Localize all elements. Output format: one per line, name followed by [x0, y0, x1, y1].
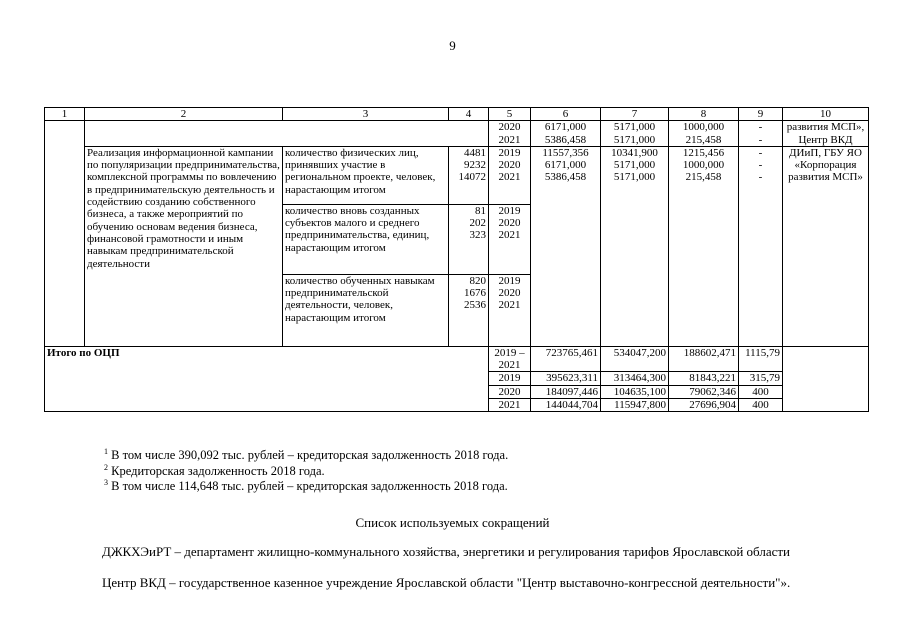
- total-c8: 79062,346: [669, 385, 739, 398]
- header-cell: 5: [489, 108, 531, 121]
- total-c6: 395623,311: [531, 372, 601, 385]
- footnote: $^1$ В том числе 390,092 тыс. рублей – кредиторская задолженность 2018 года.: [104, 446, 509, 462]
- total-c6: 184097,446: [531, 385, 601, 398]
- activity-exec: ДИиП, ГБУ ЯО «Корпорация развития МСП»: [783, 146, 869, 346]
- total-exec-empty: [783, 346, 869, 411]
- header-row: [45, 108, 869, 121]
- total-c7: 313464,300: [601, 372, 669, 385]
- total-row: [45, 346, 869, 372]
- program-table: [44, 107, 869, 412]
- total-c9: 400: [739, 385, 783, 398]
- total-c6: 144044,704: [531, 399, 601, 412]
- carry-row: [45, 121, 869, 147]
- total-year: 2020: [489, 385, 531, 398]
- header-cell: 2: [85, 108, 283, 121]
- indicator-name: количество обученных навыкам предпринимательской деятельности, человек, нарастающим итогом: [283, 274, 449, 346]
- abbreviations-title: Список используемых сокращений: [355, 515, 550, 530]
- total-c7: 534047,200: [601, 346, 669, 372]
- total-c9: 315,79: [739, 372, 783, 385]
- carry-empty-cell: [85, 121, 489, 147]
- row-number-cell: [45, 121, 85, 347]
- carry-years: 2020 2021: [489, 121, 531, 147]
- footnote: $^2$ Кредиторская задолженность 2018 года.: [104, 462, 325, 478]
- abbreviation-item: ДЖКХЭиРТ – департамент жилищно-коммунального хозяйства, энергетики и регулирования тарифов Ярославской области: [102, 544, 790, 559]
- total-c9: 1115,79: [739, 346, 783, 372]
- indicator-name: количество вновь созданных субъектов малого и среднего предпринимательства, единиц, нарастающим итогом: [283, 204, 449, 274]
- total-c8: 188602,471: [669, 346, 739, 372]
- total-year: 2019: [489, 372, 531, 385]
- indicator-values: 4481 9232 14072: [449, 146, 489, 204]
- total-label: Итого по ОЦП: [45, 346, 489, 411]
- carry-exec: развития МСП», Центр ВКД: [783, 121, 869, 147]
- footnote: $^3$ В том числе 114,648 тыс. рублей – кредиторская задолженность 2018 года.: [104, 477, 508, 493]
- page-number: 9: [449, 38, 456, 53]
- header-cell: 9: [739, 108, 783, 121]
- total-c8: 27696,904: [669, 399, 739, 412]
- carry-c8: 1000,000 215,458: [669, 121, 739, 147]
- header-cell: 10: [783, 108, 869, 121]
- indicator-values: 81 202 323: [449, 204, 489, 274]
- activity-c7: 10341,900 5171,000 5171,000: [601, 146, 669, 346]
- activity-c6: 11557,356 6171,000 5386,458: [531, 146, 601, 346]
- header-cell: 4: [449, 108, 489, 121]
- footnotes: [104, 448, 508, 495]
- indicator-years: 2019 2020 2021: [489, 274, 531, 346]
- header-cell: 7: [601, 108, 669, 121]
- header-cell: 3: [283, 108, 449, 121]
- indicator-years: 2019 2020 2021: [489, 146, 531, 204]
- total-year: 2021: [489, 399, 531, 412]
- total-c7: 104635,100: [601, 385, 669, 398]
- indicator-name: количество физических лиц, принявших участие в региональном проекте, человек, нарастающим итогом: [283, 146, 449, 204]
- activity-c8: 1215,456 1000,000 215,458: [669, 146, 739, 346]
- total-c7: 115947,800: [601, 399, 669, 412]
- header-cell: 8: [669, 108, 739, 121]
- header-cell: 1: [45, 108, 85, 121]
- indicator-years: 2019 2020 2021: [489, 204, 531, 274]
- indicator-values: 820 1676 2536: [449, 274, 489, 346]
- activity-row: [45, 146, 869, 204]
- abbreviation-item: Центр ВКД – государственное казенное учреждение Ярославской области "Центр выставочно-конгрессной деятельности"».: [102, 575, 791, 590]
- activity-c9: - - -: [739, 146, 783, 346]
- total-c8: 81843,221: [669, 372, 739, 385]
- total-c9: 400: [739, 399, 783, 412]
- carry-c7: 5171,000 5171,000: [601, 121, 669, 147]
- header-cell: 6: [531, 108, 601, 121]
- carry-c6: 6171,000 5386,458: [531, 121, 601, 147]
- total-c6: 723765,461: [531, 346, 601, 372]
- total-year: 2019 – 2021: [489, 346, 531, 372]
- activity-name: Реализация информационной кампании по популяризации предпринимательства, комплексной программы по вовлечению в предпринимательскую деятельность и содействию созданию собственного бизнеса, а также мероприятий по обучению основам ведения бизнеса, финансовой грамотности и иным навыкам предпринимательской деятельности: [85, 146, 283, 346]
- carry-c9: - -: [739, 121, 783, 147]
